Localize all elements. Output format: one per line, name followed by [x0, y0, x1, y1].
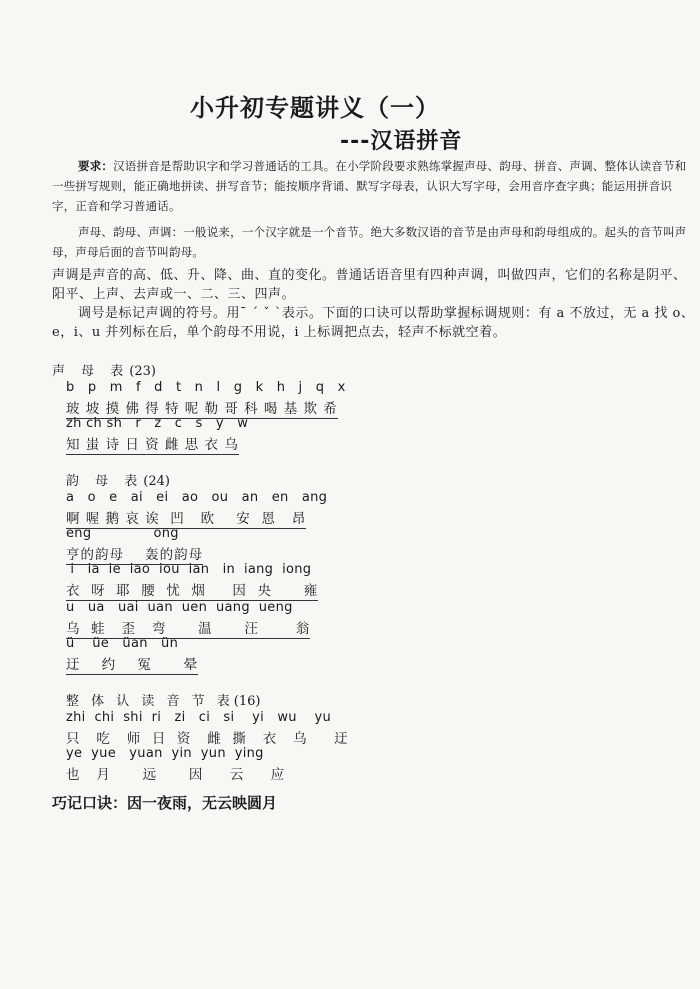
zhengti-pinyin-row-1: zhi chi shi ri zi ci si yi wu yu [66, 710, 332, 725]
yunmu-pinyin-row-2: eng ong [66, 526, 179, 541]
shengmu-pinyin-row-2: zh ch sh r z c s y w [66, 416, 249, 431]
shengmu-hanzi-row-1-text: 玻 坡 摸 佛 得 特 呢 勒 哥 科 喝 基 欺 希 [66, 401, 338, 417]
yunmu-title [66, 470, 170, 489]
shengmu-count: (23) [129, 364, 156, 379]
shengmu-pinyin-row-1: b p m f d t n l g k h j q x [66, 380, 346, 395]
shengmu-title [52, 360, 156, 379]
intro-text: 汉语拼音是帮助识字和学习普通话的工具。在小学阶段要求熟练掌握声母、韵母、拼音、声调、整体认读音节和一些拼写规则，能正确地拼读、拼写音节；能按顺序背诵、默写字母表，认识大写字母，会用音序查字典；能运用拼音识字，正音和学习普通话。 [52, 159, 687, 213]
yunmu-pinyin-row-5: ü üe üan ün [66, 636, 179, 651]
yunmu-title-text: 韵 母 表 [66, 474, 144, 489]
yunmu-hanzi-row-2 [66, 543, 203, 563]
yunmu-count: (24) [143, 474, 170, 489]
tones-paragraph: 声调是声音的高、低、升、降、曲、直的变化。普通话语音里有四种声调，叫做四声，它们的名称是阴平、阳平、上声、去声或一、二、三、四声。 [52, 268, 687, 302]
shengmu-hanzi-row-2 [66, 433, 239, 453]
shengmu-hanzi-row-2-text: 知 蚩 诗 日 资 雌 思 衣 乌 [66, 437, 239, 453]
zhengti-hanzi-row-2: 也 月 远 因 云 应 [66, 767, 286, 783]
page-title: 小升初专题讲义（一） [190, 94, 440, 122]
yunmu-hanzi-row-1 [66, 507, 306, 527]
yunmu-hanzi-row-3 [66, 579, 318, 599]
zhengti-count: (16) [233, 694, 261, 709]
yunmu-hanzi-row-5-text: 迂 约 冤 晕 [66, 657, 199, 673]
yunmu-hanzi-row-4-text: 乌 蛙 歪 弯 温 汪 翁 [66, 621, 311, 637]
yunmu-pinyin-row-4: u ua uai uan uen uang ueng [66, 600, 293, 615]
shengmu-title-text: 声 母 表 [52, 364, 130, 379]
page-subtitle: ---汉语拼音 [340, 129, 463, 154]
yunmu-hanzi-row-5 [66, 653, 198, 673]
mnemonic-line: 巧记口诀：因一夜雨，无云映圆月 [52, 794, 278, 812]
yunmu-pinyin-row-1: a o e ai ei ao ou an en ang [66, 490, 328, 505]
zhengti-pinyin-row-2: ye yue yuan yin yun ying [66, 746, 264, 761]
yunmu-hanzi-row-1-text: 啊 喔 鹅 哀 诶 凹 欧 安 恩 昂 [66, 511, 307, 527]
zhengti-title [66, 690, 260, 709]
yunmu-hanzi-row-4 [66, 617, 310, 637]
zhengti-hanzi-row-1: 只 吃 师 日 资 雌 撕 衣 乌 迂 [66, 731, 349, 747]
intro-label: 要求： [78, 159, 114, 173]
yunmu-hanzi-row-2-text: 亨的韵母 轰的韵母 [66, 547, 204, 563]
zhengti-title-text: 整 体 认 读 音 节 表 [66, 694, 234, 709]
initials-finals-paragraph: 声母、韵母、声调：一般说来，一个汉字就是一个音节。绝大多数汉语的音节是由声母和韵母组成的。起头的音节叫声母，声母后面的音节叫韵母。 [52, 225, 687, 259]
intro-paragraph [52, 156, 695, 216]
yunmu-hanzi-row-3-text: 衣 呀 耶 腰 忧 烟 因 央 雍 [66, 583, 319, 599]
tone-mark-paragraph: 调号是标记声调的符号。用ˉ ˊ ˇ ˋ表示。下面的口诀可以帮助掌握标调规则：有 a 不放过，无 a 找 o、e，i、u 并列标在后，单个韵母不用说，i 上标调把点去，轻声不标就空着。 [52, 306, 695, 340]
shengmu-hanzi-row-1 [66, 397, 338, 417]
yunmu-pinyin-row-3: i ia ie iao iou ian in iang iong [66, 562, 312, 577]
